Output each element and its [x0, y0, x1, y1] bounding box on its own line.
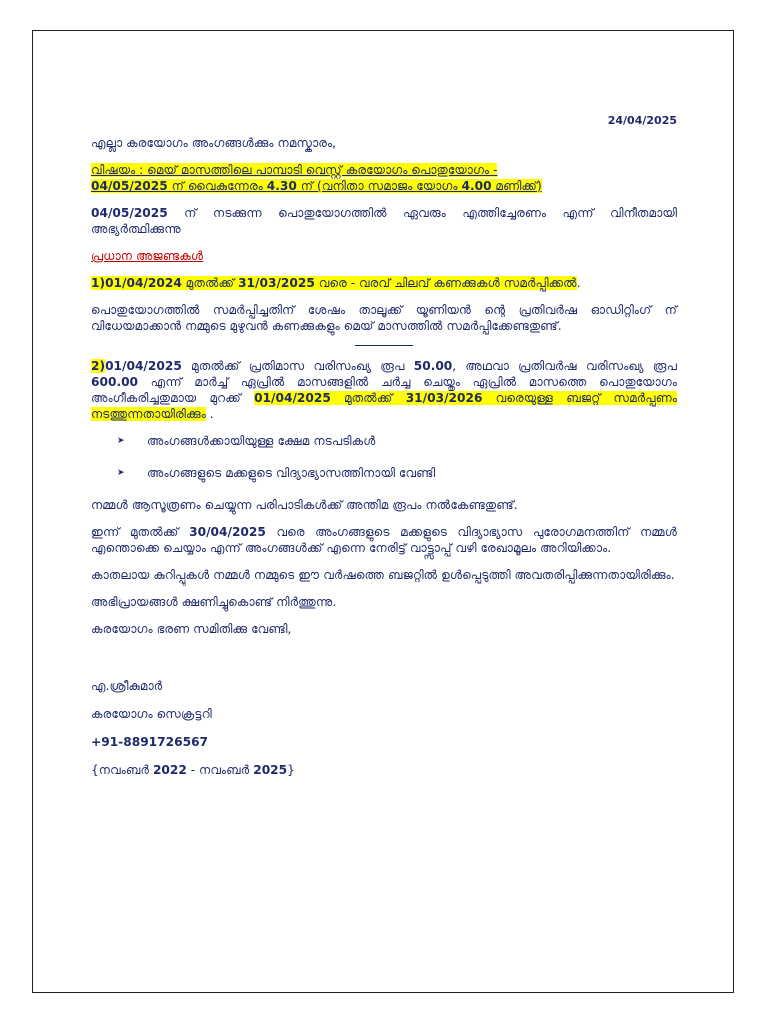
agenda-item-2	[91, 358, 677, 422]
item1-text-1: മുതൽക്ക്	[181, 276, 239, 290]
bullet-list	[91, 433, 677, 481]
signature-spacer	[91, 648, 677, 678]
section-divider	[355, 345, 413, 346]
signatory-title: കരയോഗം സെക്രട്ടറി	[91, 707, 212, 721]
arrow-bullet-icon: ➤	[117, 468, 125, 478]
greeting: എല്ലാ കരയോഗം അംഗങ്ങൾക്കും നമസ്കാരം,	[91, 136, 336, 150]
item1-date-1: 01/04/2024	[105, 276, 182, 290]
signature-block	[91, 678, 677, 778]
bullet-item	[117, 465, 677, 481]
term-year-1: 2022	[152, 763, 187, 777]
agenda-heading	[91, 248, 677, 264]
arrow-bullet-icon: ➤	[117, 436, 125, 446]
subject-line-1: വിഷയം : മെയ് മാസത്തിലെ പാമ്പാടി വെസ്റ്റ് കരയോഗം പൊതുയോഗം -	[91, 163, 498, 177]
signatory-term	[91, 762, 677, 778]
budget-paragraph: കാതലായ കുറിപ്പുകൾ നമ്മൾ നമ്മുടെ ഈ വർഷത്തെ ബജറ്റിൽ ഉൾപ്പെടുത്തി അവതരിപ്പിക്കുന്നതായിരിക്കും.	[91, 568, 675, 582]
today-paragraph	[91, 524, 677, 556]
subject-text-b: ന് (വനിതാ സമാജം യോഗം	[296, 179, 462, 193]
term-mid: - നവംബർ	[186, 763, 254, 777]
item1-text-2: വരെ - വരവ് ചിലവ് കണക്കുകൾ സമർപ്പിക്കൽ	[314, 276, 577, 290]
subject-line	[91, 162, 677, 194]
bullet-text: അംഗങ്ങൾക്കായിയുള്ള ക്ഷേമ നടപടികൾ	[147, 434, 376, 448]
document-page	[32, 30, 734, 993]
item2-amount-1: 50.00	[413, 359, 453, 373]
item1-number: 1)	[91, 276, 106, 290]
behalf-line: കരയോഗം ഭരണ സമിതിക്കു വേണ്ടി,	[91, 622, 292, 636]
bullet-text: അംഗങ്ങളുടെ മക്കളുടെ വിദ്യാഭ്യാസത്തിനായി വേണ്ടി	[147, 466, 436, 480]
item2-date-1: 01/04/2025	[105, 359, 182, 373]
agenda-item-1	[91, 275, 677, 291]
agenda-item-1-highlight	[91, 276, 577, 290]
item2-text-3: എന്ന് മാർച്ച് ഏപ്രിൽ മാസങ്ങളിൽ ചർച്ച ചെയ്തും ഏപ്രിൽ മാസത്തെ പൊതുയോഗം അംഗീകരിച്ചതുമായ മുറക്ക്	[91, 375, 677, 405]
intro-text: ന് നടക്കുന്ന പൊതുയോഗത്തിൽ ഏവരും എത്തിച്ചേരണം എന്ന് വിനീതമായി അഭ്യർത്ഥിക്കുന്നു	[91, 206, 677, 236]
subject-time-2: 4.00	[461, 179, 492, 193]
item2-amount-2: 600.00	[91, 375, 139, 389]
subject-line-2	[91, 179, 542, 193]
item1-note: പൊതുയോഗത്തിൽ സമർപ്പിച്ചതിന് ശേഷം താലൂക്ക് യൂണിയൻ ന്റെ പ്രതിവർഷ ഓഡിറ്റിംഗ് ന് വിധേയമാക്കാൻ നമ്മുടെ മുഴുവൻ കണക്കുകളും മെയ് മാസത്തിൽ സമർപ്പിക്കേണ്ടതുണ്ട്.	[91, 303, 677, 333]
subject-text-a: ന് വൈകുന്നേരം	[167, 179, 267, 193]
item2-hl-text-2: വരെയുള്ള ബജറ്റ് സമർപ്പണം നടത്തുന്നതായിരിക്കും	[91, 391, 677, 421]
term-year-2: 2025	[253, 763, 288, 777]
item2-number: 2)	[91, 359, 106, 373]
item2-hl-date-2: 31/03/2026	[405, 391, 483, 405]
letter-body	[91, 113, 677, 790]
signatory-phone: +91-8891726567	[91, 735, 209, 749]
signatory-name: എ.ശ്രീകുമാർ	[91, 679, 163, 693]
item2-text-2: , അഥവാ പ്രതിവർഷ വരിസംഖ്യ രൂപ	[452, 359, 677, 373]
intro-paragraph	[91, 205, 677, 237]
subject-text-c: മണിക്ക്)	[491, 179, 542, 193]
subject-date: 04/05/2025	[91, 179, 168, 193]
item2-end: .	[205, 407, 214, 421]
plan-paragraph: നമ്മൾ ആസൂത്രണം ചെയ്യുന്ന പരിപാടികൾക്ക് അന്തിമ രൂപം നൽകേണ്ടതുണ്ട്.	[91, 498, 518, 512]
item2-text-1: മുതൽക്ക് പ്രതിമാസ വരിസംഖ്യ രൂപ	[181, 359, 414, 373]
item1-end: .	[576, 276, 581, 290]
item1-date-2: 31/03/2025	[238, 276, 315, 290]
closing-paragraph: അഭിപ്രായങ്ങൾ ക്ഷണിച്ചുകൊണ്ട് നിർത്തുന്നു.	[91, 595, 337, 609]
subject-time: 4.30	[266, 179, 297, 193]
term-open: {നവംബർ	[91, 763, 153, 777]
today-date: 30/04/2025	[189, 525, 266, 539]
item2-hl-text-1: മുതൽക്ക്	[330, 391, 406, 405]
item2-hl-date-1: 01/04/2025	[254, 391, 331, 405]
intro-date: 04/05/2025	[91, 206, 168, 220]
letter-date: 24/04/2025	[607, 114, 677, 127]
today-text-2: വരെ അംഗങ്ങളുടെ മക്കളുടെ വിദ്യാഭ്യാസ പുരോഗമനത്തിന് നമ്മൾ എന്തൊക്കെ ചെയ്യാം എന്ന് അംഗങ്ങൾക്ക് എന്നെ നേരിട്ട് വാട്ട്സാപ്പ് വഴി രേഖാമൂലം അറിയിക്കാം.	[91, 525, 677, 555]
bullet-item	[117, 433, 677, 449]
term-close: }	[287, 763, 295, 777]
today-text-1: ഇന്ന് മുതൽക്ക്	[91, 525, 190, 539]
agenda-heading-text: പ്രധാന അജണ്ടകൾ	[91, 249, 204, 263]
